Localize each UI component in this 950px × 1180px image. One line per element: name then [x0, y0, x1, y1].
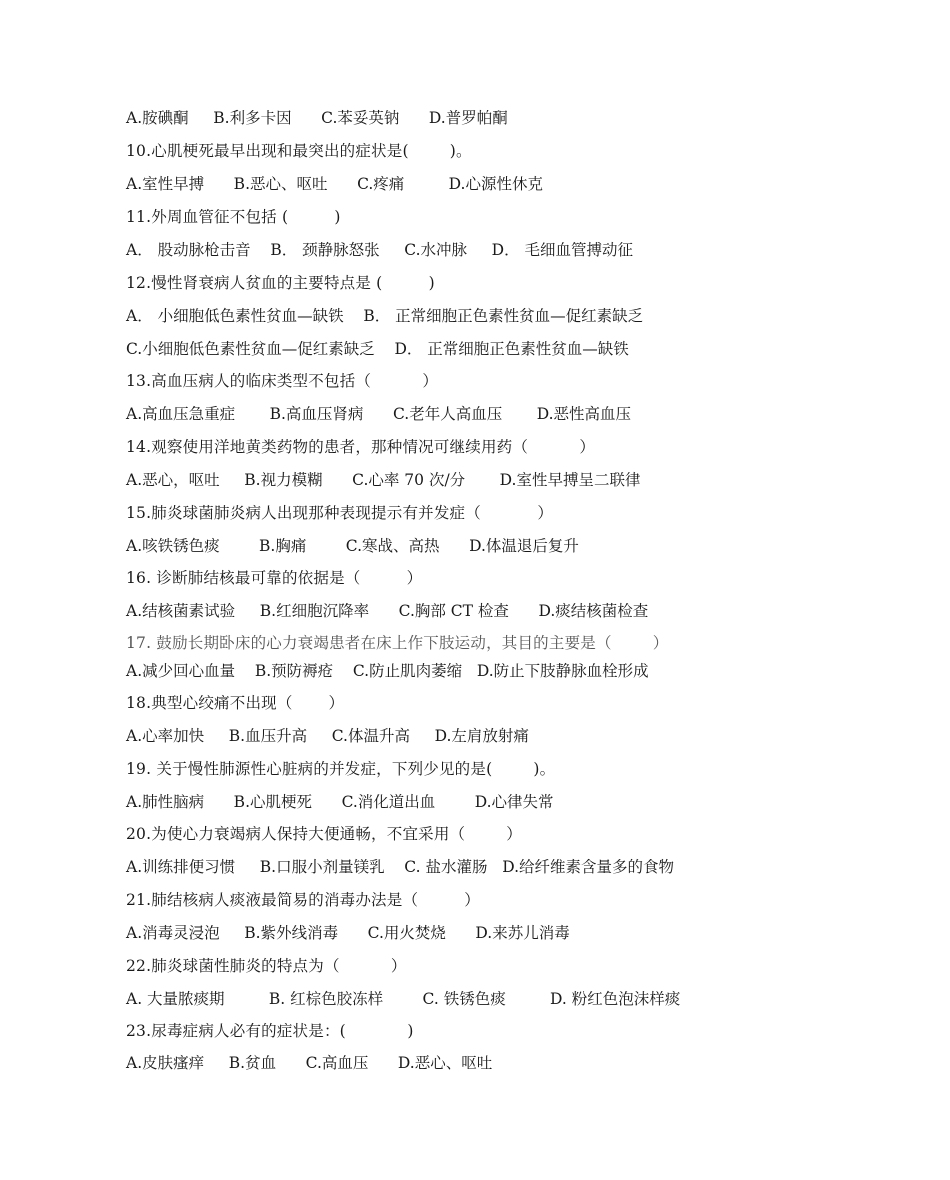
question-16: 16. 诊断肺结核最可靠的依据是（ ）	[126, 569, 423, 587]
question-23: 23.尿毒症病人必有的症状是：( )	[126, 1022, 414, 1040]
answer-options-10: A.室性早搏 B.恶心、呕吐 C.疼痛 D.心源性休克	[126, 175, 543, 193]
answer-options-19: A.肺性脑病 B.心肌梗死 C.消化道出血 D.心律失常	[126, 793, 554, 811]
question-17: 17. 鼓励长期卧床的心力衰竭患者在床上作下肢运动，其目的主要是（ ）	[126, 634, 669, 652]
question-22: 22.肺炎球菌性肺炎的特点为（ ）	[126, 957, 407, 975]
answer-options-16: A.结核菌素试验 B.红细胞沉降率 C.胸部 CT 检查 D.痰结核菌检查	[126, 602, 649, 620]
question-15: 15.肺炎球菌肺炎病人出现那种表现提示有并发症（ ）	[126, 504, 554, 522]
question-19: 19. 关于慢性肺源性心脏病的并发症，下列少见的是( )。	[126, 760, 556, 778]
answer-options-15: A.咳铁锈色痰 B.胸痛 C.寒战、高热 D.体温退后复升	[126, 537, 579, 555]
question-14: 14.观察使用洋地黄类药物的患者，那种情况可继续用药（ ）	[126, 438, 596, 456]
question-21: 21.肺结核病人痰液最简易的消毒办法是（ ）	[126, 891, 480, 909]
answer-options-21: A.消毒灵浸泡 B.紫外线消毒 C.用火焚烧 D.来苏儿消毒	[126, 924, 570, 942]
answer-options-11: A． 股动脉枪击音 B． 颈静脉怒张 C.水冲脉 D． 毛细血管搏动征	[126, 241, 634, 259]
question-13: 13.高血压病人的临床类型不包括（ ）	[126, 372, 439, 390]
answer-options-12-ab: A． 小细胞低色素性贫血—缺铁 B． 正常细胞正色素性贫血—促红素缺乏	[126, 307, 644, 325]
answer-options-23: A.皮肤瘙痒 B.贫血 C.高血压 D.恶心、呕吐	[126, 1054, 493, 1072]
answer-options-13: A.高血压急重症 B.高血压肾病 C.老年人高血压 D.恶性高血压	[126, 405, 632, 423]
answer-options-18: A.心率加快 B.血压升高 C.体温升高 D.左肩放射痛	[126, 727, 529, 745]
question-11: 11.外周血管征不包括 ( )	[126, 208, 341, 226]
answer-options-20: A.训练排便习惯 B.口服小剂量镁乳 C. 盐水灌肠 D.给纤维素含量多的食物	[126, 858, 675, 876]
answer-options-9: A.胺碘酮 B.利多卡因 C.苯妥英钠 D.普罗帕酮	[126, 109, 508, 127]
question-20: 20.为使心力衰竭病人保持大便通畅，不宜采用（ ）	[126, 825, 522, 843]
answer-options-12-cd: C.小细胞低色素性贫血—促红素缺乏 D． 正常细胞正色素性贫血—缺铁	[126, 340, 629, 358]
answer-options-14: A.恶心，呕吐 B.视力模糊 C.心率 70 次/分 D.室性早搏呈二联律	[126, 471, 641, 489]
question-12: 12.慢性肾衰病人贫血的主要特点是 ( )	[126, 274, 435, 292]
answer-options-22: A. 大量脓痰期 B. 红棕色胶冻样 C. 铁锈色痰 D. 粉红色泡沫样痰	[126, 990, 681, 1008]
answer-options-17: A.减少回心血量 B.预防褥疮 C.防止肌肉萎缩 D.防止下肢静脉血栓形成	[126, 662, 649, 680]
question-18: 18.典型心绞痛不出现（ ）	[126, 694, 345, 712]
question-10: 10.心肌梗死最早出现和最突出的症状是( )。	[126, 142, 472, 160]
